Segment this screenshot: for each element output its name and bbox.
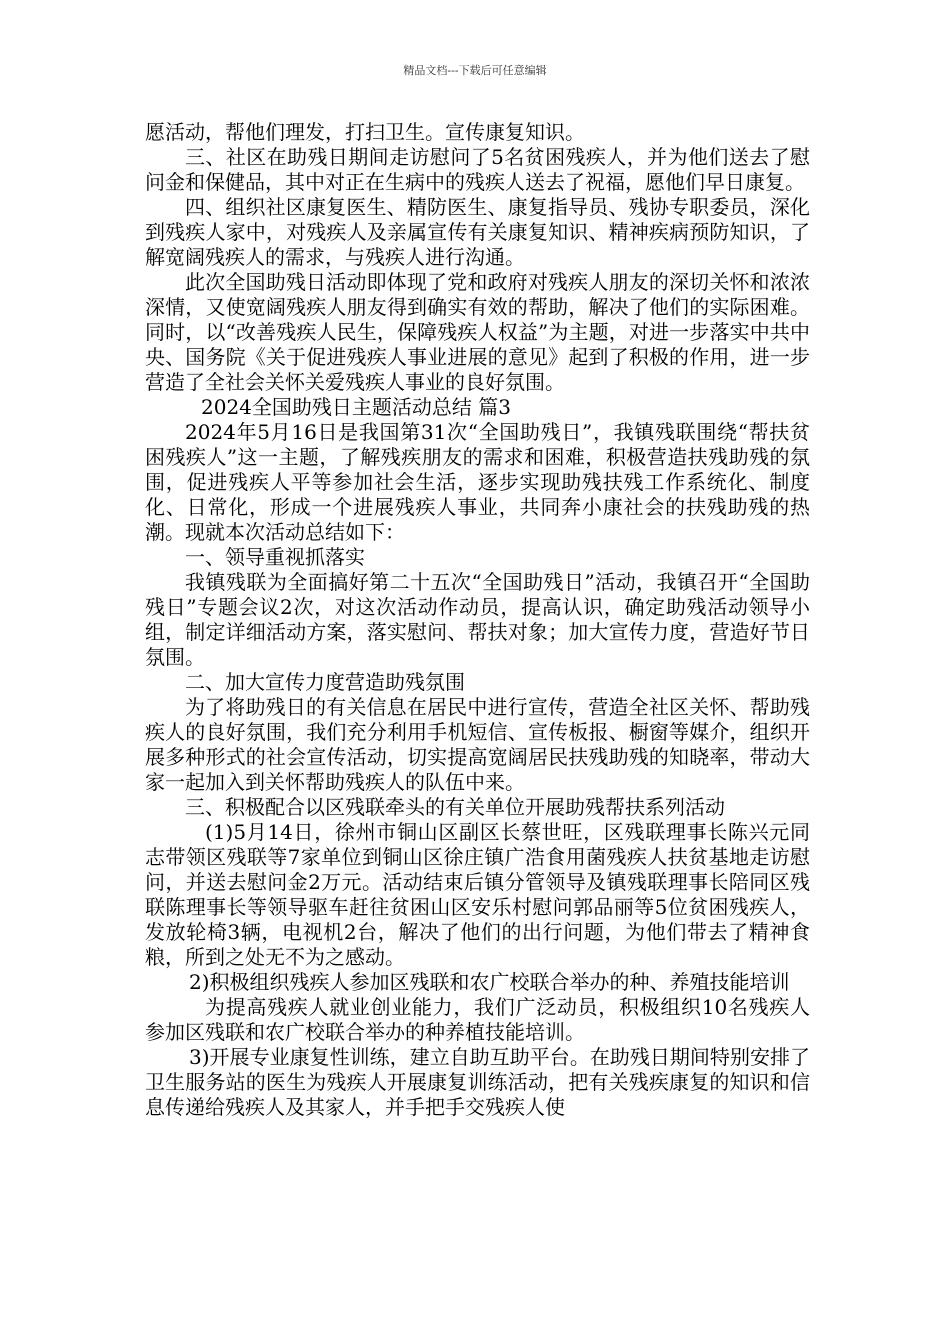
paragraph-1: 愿活动，帮他们理发，打扫卫生。宣传康复知识。 bbox=[145, 120, 585, 144]
paragraph-3: 四、组织社区康复医生、精防医生、康复指导员、残协专职委员，深化到残疾人家中，对残疾人及亲属宣传有关康复知识、精神疾病预防知识，了解宽阔残疾人的需求，与残疾人进行沟通。 bbox=[145, 195, 810, 269]
subheading-1: 一、领导重视抓落实 bbox=[185, 545, 365, 569]
paragraph-6: 我镇残联为全面搞好第二十五次“全国助残日”活动，我镇召开“全国助残日”专题会议2次，对这次活动作动员，提高认识，确定助残活动领导小组，制定详细活动方案，落实慰问、帮扶对象；加大宣传力度，营造好节日氛围。 bbox=[145, 570, 810, 669]
paragraph-4: 此次全国助残日活动即体现了党和政府对残疾人朋友的深切关怀和浓浓深情，又使宽阔残疾人朋友得到确实有效的帮助，解决了他们的实际困难。同时，以“改善残疾人民生，保障残疾人权益”为主题，对进一步落实中共中央、国务院《关于促进残疾人事业进展的意见》起到了积极的作用，进一步营造了全社会关怀关爱残疾人事业的良好氛围。 bbox=[145, 270, 810, 394]
document-body bbox=[145, 120, 810, 1120]
section-heading-3: 2024全国助残日主题活动总结 篇3 bbox=[201, 395, 511, 419]
page-header: 精品文档---下载后可任意编辑 bbox=[403, 64, 547, 77]
paragraph-8: (1)5月14日，徐州市铜山区副区长蔡世旺，区残联理事长陈兴元同志带领区残联等7家单位到铜山区徐庄镇广浩食用菌残疾人扶贫基地走访慰问，并送去慰问金2万元。活动结束后镇分管领导及镇残联理事长陪同区残联陈理事长等领导驱车赶往贫困山区安乐村慰问郭品丽等5位贫困残疾人，发放轮椅3辆，电视机2台，解决了他们的出行问题，为他们带去了精神食粮，所到之处无不为之感动。 bbox=[145, 820, 810, 969]
paragraph-10: 3)开展专业康复性训练，建立自助互助平台。在助残日期间特别安排了卫生服务站的医生为残疾人开展康复训练活动，把有关残疾康复的知识和信息传递给残疾人及其家人，并手把手交残疾人使 bbox=[145, 1045, 810, 1119]
paragraph-7: 为了将助残日的有关信息在居民中进行宣传，营造全社区关怀、帮助残疾人的良好氛围，我们充分利用手机短信、宣传板报、橱窗等媒介，组织开展多种形式的社会宣传活动，切实提高宽阔居民扶残助残的知晓率，带动大家一起加入到关怀帮助残疾人的队伍中来。 bbox=[145, 695, 810, 794]
paragraph-2: 三、社区在助残日期间走访慰问了5名贫困残疾人，并为他们送去了慰问金和保健品，其中对正在生病中的残疾人送去了祝福，愿他们早日康复。 bbox=[145, 145, 810, 194]
paragraph-9: 为提高残疾人就业创业能力，我们广泛动员，积极组织10名残疾人参加区残联和农广校联合举办的种养植技能培训。 bbox=[145, 995, 810, 1044]
paragraph-5: 2024年5月16日是我国第31次“全国助残日”，我镇残联围绕“帮扶贫困残疾人”这一主题，了解残疾朋友的需求和困难，积极营造扶残助残的氛围，促进残疾人平等参加社会生活，逐步实现助残扶残工作系统化、制度化、日常化，形成一个进展残疾人事业，共同奔小康社会的扶残助残的热潮。现就本次活动总结如下： bbox=[145, 420, 810, 544]
subheading-2: 二、加大宣传力度营造助残氛围 bbox=[185, 670, 465, 694]
subheading-3: 三、积极配合以区残联牵头的有关单位开展助残帮扶系列活动 bbox=[185, 795, 725, 819]
subheading-4: 2)积极组织残疾人参加区残联和农广校联合举办的种、养殖技能培训 bbox=[189, 970, 790, 994]
